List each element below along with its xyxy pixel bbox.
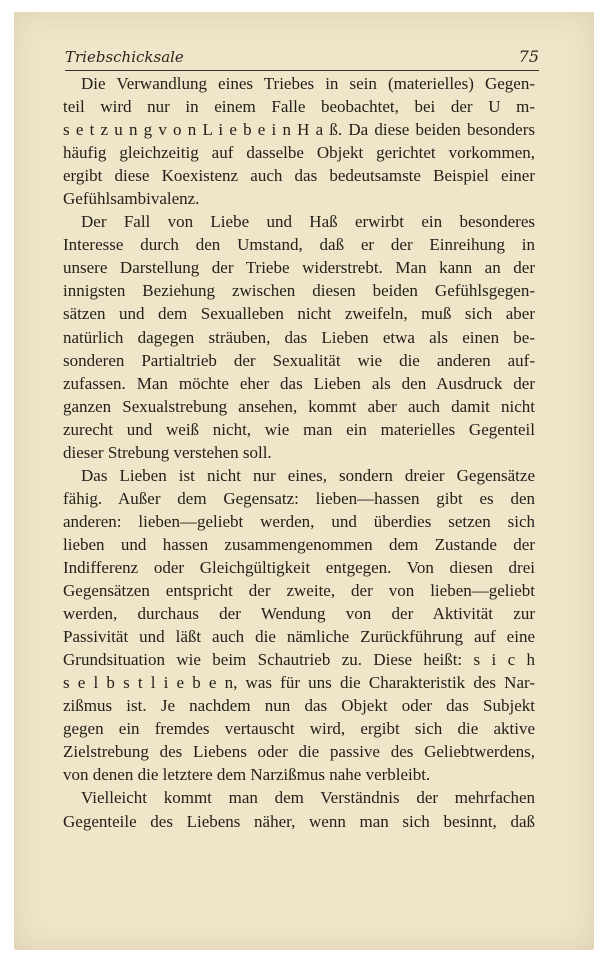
text-line: Vielleicht kommt man dem Verständnis der mehrfachen (81, 788, 535, 808)
paragraph (63, 210, 535, 464)
text-line: Die Verwandlung eines Triebes in sein (materielles) Gegen- (81, 74, 535, 93)
paragraph (63, 72, 535, 210)
text-line: fähig. Außer dem Gegensatz: lieben—hassen gibt es den (63, 488, 535, 508)
text-line: Der Fall von Liebe und Haß erwirbt ein besonderes (81, 212, 535, 232)
text-line: Das Lieben ist nicht nur eines, sondern dreier Gegensätze (81, 465, 535, 485)
text-line: Gegensätzen entspricht der zweite, der von lieben—geliebt (63, 581, 535, 601)
text-line: s e l b s t l i e b e n, was für uns die Charakteristik des Nar- (63, 673, 535, 693)
text-line: zufassen. Man möchte eher das Lieben als den Ausdruck der (63, 373, 535, 393)
text-line: Gefühlsambivalenz. (63, 189, 200, 209)
text-line: gegen ein fremdes vertauscht wird, ergibt sich die aktive (63, 719, 535, 739)
text-line: lieben und hassen zusammengenommen dem Zustande der (63, 534, 535, 554)
text-line: dieser Strebung verstehen soll. (63, 442, 272, 462)
text-line: sonderen Partialtrieb der Sexualität wie die anderen auf- (63, 350, 535, 370)
text-line: anderen: lieben—geliebt werden, und überdies setzen sich (63, 511, 535, 531)
running-head: Triebschicksale (65, 48, 184, 66)
text-line: von denen die letztere dem Narzißmus nahe verbleibt. (63, 765, 431, 785)
paragraph (63, 464, 535, 787)
text-line: ergibt diese Koexistenz auch das bedeutsamste Beispiel einer (63, 166, 535, 186)
text-line: ganzen Sexualstrebung ansehen, kommt aber auch damit nicht (63, 396, 535, 416)
text-line: Gegenteile des Liebens näher, wenn man sich besinnt, daß (63, 811, 535, 831)
text-line: natürlich dagegen sträuben, das Lieben etwa als einen be- (63, 327, 535, 347)
text-line: Passivität und läßt auch die nämliche Zurückführung auf eine (63, 627, 535, 647)
text-line: teil wird nur in einem Falle beobachtet, bei der U m- (63, 97, 535, 117)
page-header (65, 46, 539, 71)
text-line: zurecht und weiß nicht, wie man ein materielles Gegenteil (63, 419, 535, 439)
text-line: häufig gleichzeitig auf dasselbe Objekt gerichtet vorkommen, (63, 143, 535, 163)
text-line: sätzen und dem Sexualleben nicht zweifeln, muß sich aber (63, 304, 535, 324)
text-line: zißmus ist. Je nachdem nun das Objekt oder das Subjekt (63, 696, 535, 716)
text-line: innigsten Beziehung zwischen diesen beiden Gefühlsgegen- (63, 281, 535, 301)
text-line: werden, durchaus der Wendung von der Aktivität zur (63, 604, 535, 624)
text-line: s e t z u n g v o n L i e b e i n H a ß. Da diese beiden besonders (63, 120, 535, 140)
text-line: unsere Darstellung der Triebe widerstrebt. Man kann an der (63, 258, 535, 278)
text-line: Zielstrebung des Liebens oder die passive des Geliebtwerdens, (63, 742, 535, 762)
text-line: Indifferenz oder Gleichgültigkeit entgegen. Von diesen drei (63, 557, 535, 577)
body-text (63, 72, 535, 833)
paragraph (63, 786, 535, 832)
text-line: Grundsituation wie beim Schautrieb zu. Diese heißt: s i c h (63, 650, 535, 670)
page-number: 75 (518, 47, 539, 66)
text-line: Interesse durch den Umstand, daß er der Einreihung in (63, 235, 535, 255)
